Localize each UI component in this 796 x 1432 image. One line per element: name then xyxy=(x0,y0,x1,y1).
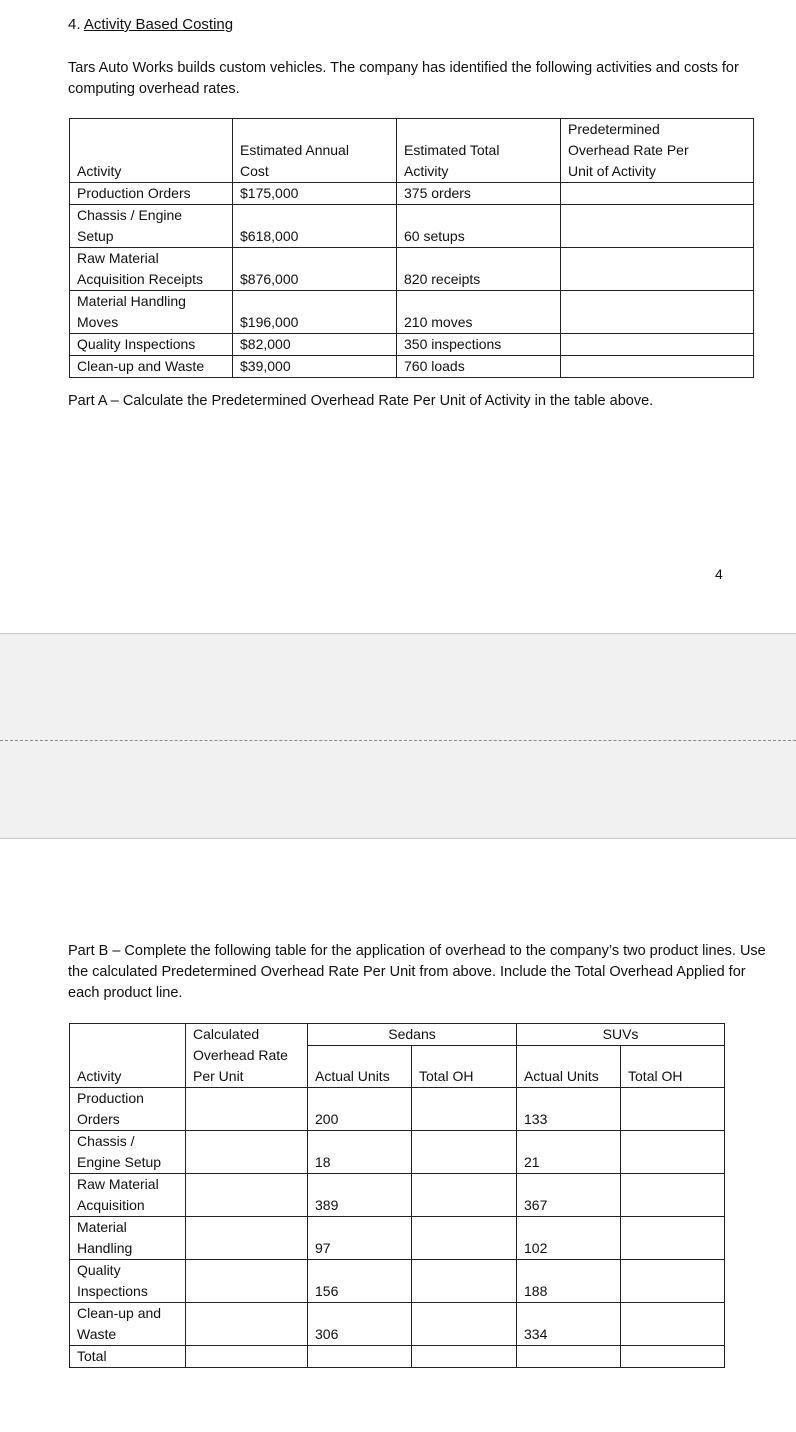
activity-cell: Quality Inspections xyxy=(70,1260,186,1303)
header-calculated-rate: Calculated Overhead Rate Per Unit xyxy=(186,1024,308,1088)
header-suvs-total-oh: Total OH xyxy=(621,1046,725,1088)
activity-cell: Production Orders xyxy=(70,183,233,205)
total-row xyxy=(70,1346,725,1368)
total-activity-cell: 350 inspections xyxy=(397,334,561,356)
table-row xyxy=(70,183,754,205)
header-suvs: SUVs xyxy=(517,1024,725,1046)
rate-answer-cell[interactable] xyxy=(561,334,754,356)
activity-cell: Production Orders xyxy=(70,1088,186,1131)
table-row xyxy=(70,205,754,248)
table-header-row xyxy=(70,1024,725,1046)
header-sedans-actual-units: Actual Units xyxy=(308,1046,412,1088)
sedans-total-oh-cell[interactable] xyxy=(412,1088,517,1131)
intro-paragraph: Tars Auto Works builds custom vehicles. The company has identified the following activities and costs for computing overhead rates. xyxy=(68,60,739,97)
suvs-units-cell: 367 xyxy=(517,1174,621,1217)
sedans-total-oh-cell[interactable] xyxy=(412,1260,517,1303)
table-header-row xyxy=(70,119,754,183)
suvs-total-oh-cell[interactable] xyxy=(621,1217,725,1260)
total-activity-cell: 760 loads xyxy=(397,356,561,378)
part-a-instruction: Part A – Calculate the Predetermined Overhead Rate Per Unit of Activity in the table above. xyxy=(68,393,654,409)
activity-cost-table xyxy=(69,118,754,378)
activity-cell: Clean-up and Waste xyxy=(70,1303,186,1346)
rate-answer-cell[interactable] xyxy=(186,1260,308,1303)
activity-cell: Quality Inspections xyxy=(70,334,233,356)
activity-cell: Chassis / Engine Setup xyxy=(70,1131,186,1174)
rate-answer-cell[interactable] xyxy=(186,1303,308,1346)
cost-cell: $196,000 xyxy=(233,291,397,334)
suvs-units-cell: 334 xyxy=(517,1303,621,1346)
table-row xyxy=(70,334,754,356)
suvs-total-oh-sum-cell[interactable] xyxy=(621,1346,725,1368)
header-sedans: Sedans xyxy=(308,1024,517,1046)
header-sedans-total-oh: Total OH xyxy=(412,1046,517,1088)
header-estimated-annual-cost: Estimated Annual Cost xyxy=(233,119,397,183)
suvs-total-oh-cell[interactable] xyxy=(621,1131,725,1174)
rate-answer-cell[interactable] xyxy=(561,205,754,248)
table-row xyxy=(70,248,754,291)
cost-cell: $876,000 xyxy=(233,248,397,291)
sedans-total-units-cell[interactable] xyxy=(308,1346,412,1368)
table-row xyxy=(70,1131,725,1174)
sedans-units-cell: 306 xyxy=(308,1303,412,1346)
overhead-application-table xyxy=(69,1023,725,1368)
activity-cell: Material Handling Moves xyxy=(70,291,233,334)
total-label: Total xyxy=(70,1346,186,1368)
table-row xyxy=(70,1174,725,1217)
cost-cell: $175,000 xyxy=(233,183,397,205)
rate-answer-cell[interactable] xyxy=(561,248,754,291)
rate-answer-cell[interactable] xyxy=(561,183,754,205)
suvs-total-oh-cell[interactable] xyxy=(621,1260,725,1303)
page-number: 4 xyxy=(715,566,723,582)
cost-cell: $618,000 xyxy=(233,205,397,248)
sedans-units-cell: 97 xyxy=(308,1217,412,1260)
sedans-total-oh-cell[interactable] xyxy=(412,1217,517,1260)
part-b-instruction: Part B – Complete the following table for the application of overhead to the company’s two product lines. Use the calculated Predetermined Overhead Rate Per Unit from above. Include the Total Overhead Applied for each product line. xyxy=(68,943,766,1001)
table-row xyxy=(70,356,754,378)
suvs-units-cell: 188 xyxy=(517,1260,621,1303)
rate-answer-cell[interactable] xyxy=(186,1174,308,1217)
sedans-units-cell: 18 xyxy=(308,1131,412,1174)
header-estimated-total-activity: Estimated Total Activity xyxy=(397,119,561,183)
total-activity-cell: 210 moves xyxy=(397,291,561,334)
activity-cell: Clean-up and Waste xyxy=(70,356,233,378)
rate-answer-cell[interactable] xyxy=(561,291,754,334)
sedans-units-cell: 156 xyxy=(308,1260,412,1303)
table-row xyxy=(70,291,754,334)
problem-number: 4. xyxy=(68,16,81,33)
activity-cell: Raw Material Acquisition Receipts xyxy=(70,248,233,291)
suvs-total-units-cell[interactable] xyxy=(517,1346,621,1368)
header-suvs-actual-units: Actual Units xyxy=(517,1046,621,1088)
table-row xyxy=(70,1303,725,1346)
total-activity-cell: 820 receipts xyxy=(397,248,561,291)
activity-cell: Chassis / Engine Setup xyxy=(70,205,233,248)
header-activity: Activity xyxy=(70,1024,186,1088)
cost-cell: $39,000 xyxy=(233,356,397,378)
suvs-units-cell: 102 xyxy=(517,1217,621,1260)
rate-answer-cell[interactable] xyxy=(186,1131,308,1174)
page-break-divider xyxy=(0,740,796,741)
sedans-total-oh-cell[interactable] xyxy=(412,1174,517,1217)
suvs-total-oh-cell[interactable] xyxy=(621,1303,725,1346)
table-row xyxy=(70,1217,725,1260)
activity-cell: Material Handling xyxy=(70,1217,186,1260)
sedans-total-oh-cell[interactable] xyxy=(412,1131,517,1174)
table-row xyxy=(70,1088,725,1131)
cost-cell: $82,000 xyxy=(233,334,397,356)
table-row xyxy=(70,1260,725,1303)
header-activity: Activity xyxy=(70,119,233,183)
rate-answer-cell[interactable] xyxy=(186,1088,308,1131)
suvs-total-oh-cell[interactable] xyxy=(621,1174,725,1217)
suvs-units-cell: 133 xyxy=(517,1088,621,1131)
problem-title: Activity Based Costing xyxy=(83,16,234,33)
suvs-units-cell: 21 xyxy=(517,1131,621,1174)
total-rate-cell[interactable] xyxy=(186,1346,308,1368)
problem-heading xyxy=(68,16,233,33)
rate-answer-cell[interactable] xyxy=(561,356,754,378)
sedans-total-oh-sum-cell[interactable] xyxy=(412,1346,517,1368)
total-activity-cell: 375 orders xyxy=(397,183,561,205)
sedans-units-cell: 200 xyxy=(308,1088,412,1131)
total-activity-cell: 60 setups xyxy=(397,205,561,248)
sedans-units-cell: 389 xyxy=(308,1174,412,1217)
suvs-total-oh-cell[interactable] xyxy=(621,1088,725,1131)
page-break-gap xyxy=(0,633,796,839)
header-predetermined-rate: Predetermined Overhead Rate Per Unit of Activity xyxy=(561,119,754,183)
sedans-total-oh-cell[interactable] xyxy=(412,1303,517,1346)
rate-answer-cell[interactable] xyxy=(186,1217,308,1260)
activity-cell: Raw Material Acquisition xyxy=(70,1174,186,1217)
